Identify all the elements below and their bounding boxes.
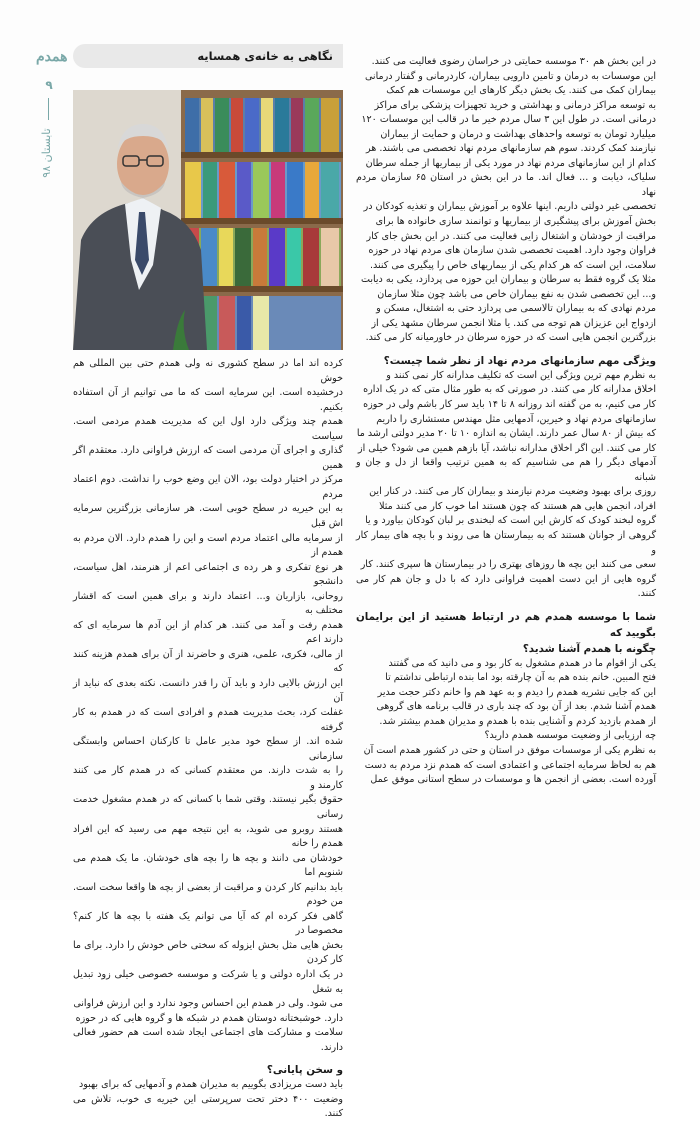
text-line: سلامت و مشارکت های اجتماعی ایجاد شده است هم حضور فعالی دارند. xyxy=(73,1027,343,1053)
text-line: بیماران کمک می کنند. یک بخش دیگر کارهای این موسسات هم کمک xyxy=(386,85,656,97)
text-line: و... این تخصصی شدن به نفع بیماران خاص می باشد چون مثلا سازمان xyxy=(377,288,656,300)
text-line: در این بخش هم ۳۰ موسسه حمایتی در خراسان رضوی فعالیت می کنند. xyxy=(371,56,656,67)
text-line: هستند روبرو می شوید، به این نتیجه مهم می رسید که این افراد همدم را خانه xyxy=(73,823,343,850)
portrait-illustration xyxy=(73,90,343,350)
text-line: ازدواج این عزیزان هم توجه می کند. یا مثلا انجمن سرطان مشهد یکی از xyxy=(371,317,656,329)
answer-paragraph xyxy=(356,657,656,788)
text-line: غفلت کرد، بحث مدیریت همدم و افرادی است که در همدم به کار گرفته xyxy=(73,707,343,733)
section-tag: نگاهی به خانه‌ی همسایه xyxy=(73,44,343,68)
text-line: همدم رفت و آمد می کنند. هر کدام از این آدم ها سرمایه ای که دارند اعم xyxy=(73,619,343,646)
text-line: را به شدت دارند. من معتقدم کسانی که در همدم کار می کنند کارمند و xyxy=(73,765,343,791)
text-line: مردم نهادی که به بیماران تالاسمی می پردازد حتی به اشتغال، مسکن و xyxy=(376,303,656,315)
text-line: گروه لبخند کودک که کارش این است که لبخندی بر لبان کودکان بیاورد و یا xyxy=(365,515,656,527)
text-line: درخشیده است. این سرمایه است که ما می توانیم از آن استفاده بکنیم. xyxy=(73,387,343,413)
text-line: اخلاق مدارانه کار می کنند. در صورتی که به طور مثال متی که در یک اداره xyxy=(363,384,656,396)
text-line: به توسعه مراکز درمانی و بهداشتی و خرید تجهیزات پزشکی برای مراکز xyxy=(374,99,656,111)
text-line: کار می کنند. این اگر اخلاق مدارانه نباشد، آیا بازهم همین می شود؟ خیلی از xyxy=(358,442,656,454)
text-line: در یک اداره دولتی و یا شرکت و موسسه خصوصی خیلی زود تبدیل به شغل xyxy=(73,968,343,995)
text-line: از سرمایه مالی اعتماد مردم است و این را همدم دارد. الان مردم به همدم از xyxy=(73,532,343,559)
text-line: وضعیت ۴۰۰ دختر تحت سرپرستی این خیریه ی خوب، تلاش می کنند. xyxy=(73,1093,343,1120)
text-line: سازمانهای مردم نهاد و خیرین، آدمهایی مثل مهندس مستشاری را داریم xyxy=(376,413,656,425)
text-line: تخصصی غیر دولتی داریم. اینها علاوه بر آموزش بیماران و تغذیه کودکان در xyxy=(363,201,656,213)
right-column xyxy=(356,55,656,788)
text-line: این موسسات به درمان و تامین دارویی بیماران، کاردرمانی و گفتار درمانی xyxy=(364,70,656,82)
text-line: مثلا یک گروه فقط به سرطان و بیماران این حوزه می پردازد، یکی به دیابت xyxy=(360,274,656,286)
text-line: فتح المبین. خانم بنده هم به آن چارقته بود اما بنده ارتباطی نداشتم تا xyxy=(385,672,656,684)
text-line: میلیارد تومان به توسعه واحدهای بهداشت و درمان و حمایت از بیماران xyxy=(380,128,656,140)
text-line: حقوق بگیر نیستند. وقتی شما با کسانی که در همدم مشغول خدمت رسانی xyxy=(73,794,343,820)
text-line: کرده اند اما در سطح کشوری نه ولی همدم حتی بین المللی هم خوش xyxy=(73,358,343,384)
question-heading: ویژگی مهم سازمانهای مردم نهاد از نظر شما چیست؟ xyxy=(383,354,656,367)
text-line: سلیاک، دیابت و ... فعال اند. ما در این بخش در استان ۶۵ سازمان مردم نهاد xyxy=(356,172,656,198)
text-line: چه ارزیابی از وضعیت موسسه همدم دارید؟ xyxy=(484,730,656,742)
text-line: یکی از اقوام ما در همدم مشغول به کار بود و می دانید که می گفتند xyxy=(388,657,656,669)
text-line: هم به لحاظ سرمایه اجتماعی و اعتمادی است که همدم نزد مردم به دست xyxy=(364,759,656,771)
text-line: افراد، انجمن هایی هم هستند که چون هستند اما خوب کار می کنند مثلا xyxy=(379,500,656,512)
text-line: کار می کنیم، به من گفته اند روزانه ۸ تا ۱۴ باید سر کار باشم ولی در حوزه xyxy=(363,399,656,411)
issue-season: تابستان ۹۸ xyxy=(40,128,53,178)
text-line: فراوان وجود دارد. اهمیت تخصصی شدن سازمان های مردم نهاد در حوزه xyxy=(368,245,656,257)
text-line: آدمهای دیگر را هم می شناسیم که به همین ترتیب واقعا از دل و جان و شبانه xyxy=(356,457,656,483)
text-line: سعی می کنند این بچه ها روزهای بهتری را در بیمارستان ها سپری کنند. کار xyxy=(360,559,656,571)
page-number: ۹ xyxy=(45,78,53,92)
text-line: مرکز در اختیار دولت بود، الان این وضع خوب را نداشت. دوم اعتماد مردم xyxy=(73,474,343,500)
intro-paragraph xyxy=(356,55,656,346)
text-line: از همدم بازدید کردم و آشنایی بنده با همدم و مدیران همدم بیشتر شد. xyxy=(379,715,656,727)
text-line: که بیش از ۸۰ سال عمر دارند. ایشان به اندازه ۱۰ تا ۲۰ مدیر دولتی ارشد ما xyxy=(356,428,656,440)
text-line: روحانی، بازاریان و... اعتماد دارند و برای همین است که اقشار مختلف به xyxy=(73,590,343,617)
text-line: سلامت، این است که هر کدام یکی از بیماریهای خاص را پیگیری می کنند. xyxy=(369,259,656,271)
closing-heading: و سخن پایانی؟ xyxy=(266,1064,343,1077)
text-line: روزی برای بهبود وضعیت مردم نیازمند و بیماران کار می کنند. در کنار این xyxy=(369,486,656,498)
text-line: آورده است. بعضی از انجمن ها و موسسات در سطح استانی موفق عمل xyxy=(370,774,656,786)
magazine-logo: همدم xyxy=(36,49,68,65)
portrait-photo xyxy=(73,90,343,350)
question-heading xyxy=(356,609,656,657)
text-line: گذاری و اجرای آن مردمی است که ارزش فراوانی دارد. معتقدم اگر همین xyxy=(73,445,343,471)
text-line: به نظرم مهم ترین ویژگی این است که تکلیف مدارانه کار نمی کنند و xyxy=(386,369,656,381)
left-column xyxy=(73,357,343,1122)
text-line: شده اند. از سطح خود مدیر عامل تا کارکنان احساس وابستگی سازمانی xyxy=(73,736,343,762)
text-line: باید دست مریزادی بگوییم به مدیران همدم و آدمهایی که برای بهبود xyxy=(78,1079,343,1091)
heading-line: چگونه با همدم آشنا شدید؟ xyxy=(522,642,656,655)
text-line: دارد. خوشبختانه دوستان همدم در شبکه ها و گروه هایی که در حوزه xyxy=(75,1012,343,1024)
text-line: این که جایی نشریه همدم را دیدم و به عهد هم وا خانم دکتر حجت مدیر xyxy=(377,686,656,698)
closing-paragraph xyxy=(73,1078,343,1122)
text-line: از مالی، فکری، علمی، هنری و حاضرند از آن برای همدم هزینه کنند که xyxy=(73,648,343,675)
text-line: بخش آموزش برای پیشگیری از بیماریها و توانمند سازی خانواده ها برای xyxy=(375,216,656,228)
answer-paragraph xyxy=(356,369,656,602)
text-line: بخش هایی مثل بخش ایزوله که سختی خاص خودش را دارد. برای ما کار کردن xyxy=(73,939,343,966)
body-paragraph xyxy=(73,357,343,1055)
text-line: گروه هایی از این دست اهمیت فراوانی دارد که با دل و جان هم کار می کنند. xyxy=(356,573,656,600)
text-line: کدام از این سازمانهای مردم نهاد در مورد یکی از بیماریها از جمله سرطان xyxy=(365,157,656,169)
text-line: همدم چند ویژگی دارد اول این که مدیریت همدم مردمی است. سیاست xyxy=(73,416,343,442)
text-line: خودشان می دانند و بچه ها را بچه های خودشان. ما یک همدم می شنویم اما xyxy=(73,852,343,879)
text-line: می شود. ولی در همدم این احساس وجود ندارد و این ارزش فراوانی xyxy=(73,998,343,1010)
heading-line: شما با موسسه همدم هم در ارتباط هستید از این برایمان بگویید که xyxy=(356,610,656,639)
text-line: بزرگترین انجمن هایی است که در حوزه سرطان در خاورمیانه کار می کند. xyxy=(365,332,656,344)
text-line: درمانی است. در طول این ۳ سال مردم خیر ما در قالب این موسسات ۱۲۰ xyxy=(361,114,656,126)
text-line: به نظرم یکی از موسسات موفق در استان و حتی در کشور همدم است آن xyxy=(363,744,656,756)
text-line: مراقبت از خودشان و اشتغال زایی فعالیت می کنند. در این بخش جای کار xyxy=(366,230,656,242)
text-line: باید بدانیم کار کردن و مراقبت از بعضی از بچه ها واقعا سخت است. من خودم xyxy=(73,881,343,908)
text-line: نیازمند کمک کردند. سوم هم سازمانهای مردم نهاد تخصصی می باشند. هر xyxy=(366,143,656,155)
text-line: به این خیریه در سطح خوبی است. هر سازمانی بزرگترین سرمایه اش قبل xyxy=(73,503,343,530)
text-line: گروهی از جوانان هستند که به بیمارستان ها می روند و با بچه های بیمار کار و xyxy=(356,529,656,556)
text-line: هر نوع تفکری و هر رده ی اجتماعی اعم از هنرمند، اهل سیاست، دانشجو xyxy=(73,561,343,588)
text-line: گاهی فکر کرده ام که آیا می توانم یک هفته با بچه ها کار کنم؟ مخصوصا در xyxy=(73,910,343,937)
margin-divider xyxy=(48,98,49,120)
text-line: همدم آشنا شدم. بعد از آن بود که چند باری در قالب برنامه های گروهی xyxy=(376,701,656,713)
text-line: این ارزش بالایی دارد و باید آن را قدر دانست. نکته بعدی که نباید از آن xyxy=(73,678,343,704)
